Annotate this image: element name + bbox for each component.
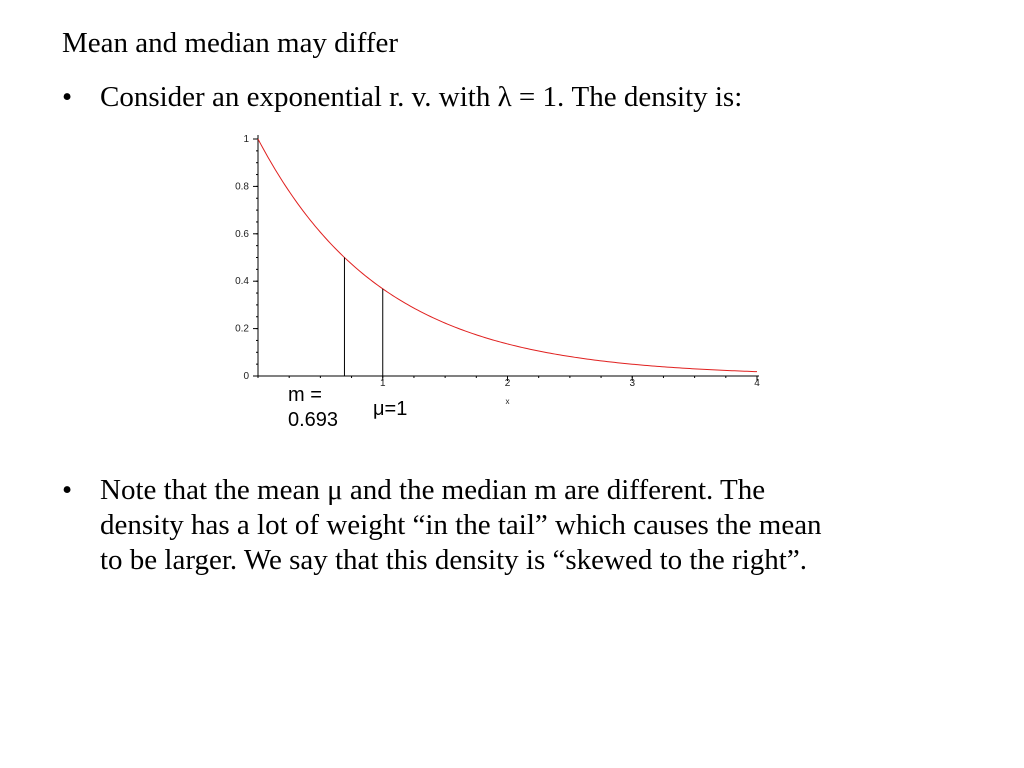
x-axis-label: x bbox=[505, 397, 510, 406]
y-tick-label: 0 bbox=[243, 371, 249, 382]
y-tick-label: 0.4 bbox=[235, 276, 249, 288]
bullet-text bbox=[100, 473, 822, 578]
median-annotation bbox=[288, 383, 338, 433]
x-tick-label: 2 bbox=[504, 378, 511, 389]
median-value: 0.693 bbox=[288, 409, 339, 431]
bullet-text: Consider an exponential r. v. with λ = 1. The density is: bbox=[100, 81, 743, 113]
median-label: m = bbox=[288, 384, 322, 406]
bullet-text-line: Note that the mean μ and the median m are different. The bbox=[100, 474, 766, 506]
bullet-text-line: density has a lot of weight “in the tail” which causes the mean bbox=[100, 509, 822, 541]
y-tick-label: 0.8 bbox=[235, 181, 249, 193]
x-tick-label: 4 bbox=[754, 378, 760, 389]
y-tick-label: 1 bbox=[243, 134, 249, 145]
bullet-dot: • bbox=[62, 81, 73, 113]
bullet-dot: • bbox=[62, 474, 73, 506]
y-tick-label: 0.2 bbox=[235, 323, 249, 335]
x-tick-label: 1 bbox=[379, 378, 386, 389]
bullet-text-line: to be larger. We say that this density is “skewed to the right”. bbox=[100, 544, 807, 576]
slide-title: Mean and median may differ bbox=[62, 27, 399, 59]
mean-annotation: μ=1 bbox=[373, 398, 408, 420]
x-tick-label: 3 bbox=[629, 378, 636, 389]
density-curve bbox=[258, 139, 757, 372]
y-tick-label: 0.6 bbox=[235, 228, 249, 240]
tick-marks bbox=[235, 134, 760, 389]
